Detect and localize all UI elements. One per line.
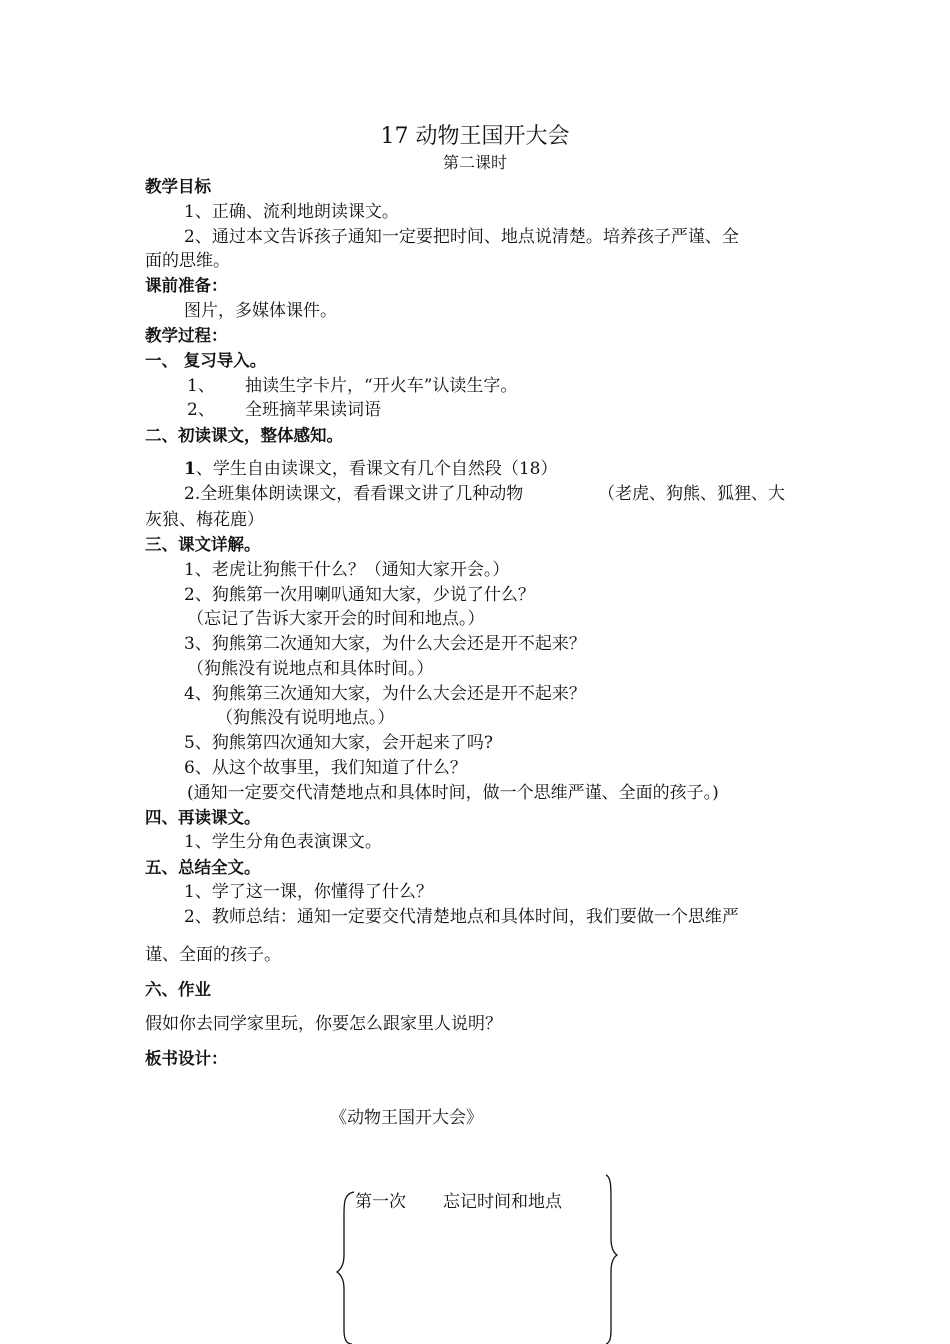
section-2-heading: 二、初读课文，整体感知。 <box>145 426 343 445</box>
section-3-question-6: 6、从这个故事里，我们知道了什么？ <box>184 758 467 778</box>
section-5-item-2-line-1: 2、教师总结：通知一定要交代清楚地点和具体时间，我们要做一个思维严 <box>184 907 739 927</box>
section-1-item-1-text: 抽读生字卡片，“开火车”认读生字。 <box>245 376 518 396</box>
section-3-answer-3: （狗熊没有说地点和具体时间。） <box>187 659 434 679</box>
section-2-item-2-animals: （老虎、狗熊、狐狸、大 <box>598 484 785 504</box>
section-1-heading: 一、 复习导入。 <box>145 351 267 370</box>
goals-item-1: 1、正确、流利地朗读课文。 <box>184 202 399 222</box>
document-subtitle: 第二课时 <box>442 153 507 172</box>
board-heading: 板书设计： <box>145 1049 228 1068</box>
section-4-heading: 四、再读课文。 <box>145 808 261 827</box>
section-2-item-1-number: 1 <box>184 459 196 479</box>
section-3-question-3: 3、狗熊第二次通知大家，为什么大会还是开不起来？ <box>184 634 586 654</box>
prep-heading: 课前准备： <box>145 276 228 295</box>
section-6-heading: 六、作业 <box>145 980 211 999</box>
section-3-question-4: 4、狗熊第三次通知大家，为什么大会还是开不起来？ <box>184 684 586 704</box>
section-2-item-1-text: 、学生自由读课文，看课文有几个自然段（18） <box>195 459 558 479</box>
section-1-item-2-text: 全班摘苹果读词语 <box>245 400 381 420</box>
section-5-heading: 五、总结全文。 <box>145 858 261 877</box>
board-row-1-text: 忘记时间和地点 <box>443 1192 562 1212</box>
section-3-question-1: 1、老虎让狗熊干什么？（通知大家开会。） <box>184 560 510 580</box>
section-1-item-1-number: 1、 <box>187 376 215 396</box>
board-title: 《动物王国开大会》 <box>330 1108 483 1128</box>
goals-item-2-line-2: 面的思维。 <box>145 251 230 271</box>
board-row-1-label: 第一次 <box>355 1192 406 1212</box>
left-brace <box>337 1192 354 1344</box>
section-4-item-1: 1、学生分角色表演课文。 <box>184 832 382 852</box>
process-heading: 教学过程： <box>145 326 228 345</box>
prep-text: 图片，多媒体课件。 <box>184 301 337 321</box>
section-5-item-1: 1、学了这一课，你懂得了什么？ <box>184 882 433 902</box>
goals-item-2-line-1: 2、通过本文告诉孩子通知一定要把时间、地点说清楚。培养孩子严谨、全 <box>184 227 739 247</box>
section-6-homework: 假如你去同学家里玩，你要怎么跟家里人说明？ <box>145 1014 502 1034</box>
section-3-heading: 三、课文详解。 <box>145 535 261 554</box>
section-3-answer-6: (通知一定要交代清楚地点和具体时间，做一个思维严谨、全面的孩子。) <box>187 783 719 803</box>
section-3-answer-4: （狗熊没有说明地点。） <box>216 708 395 728</box>
section-3-question-5: 5、狗熊第四次通知大家，会开起来了吗? <box>184 733 493 753</box>
document-title: 17 动物王国开大会 <box>380 124 570 149</box>
goals-heading: 教学目标 <box>145 177 211 196</box>
section-1-item-2-number: 2、 <box>187 400 215 420</box>
section-2-item-2-line-2: 灰狼、梅花鹿） <box>145 510 264 530</box>
section-3-question-2: 2、狗熊第一次用喇叭通知大家，少说了什么？ <box>184 585 535 605</box>
right-brace <box>606 1175 617 1344</box>
section-2-item-2-line-1: 2.全班集体朗读课文，看看课文讲了几种动物 <box>184 484 524 504</box>
section-5-item-2-line-2: 谨、全面的孩子。 <box>145 945 281 965</box>
section-3-answer-2: （忘记了告诉大家开会的时间和地点。） <box>187 609 485 629</box>
